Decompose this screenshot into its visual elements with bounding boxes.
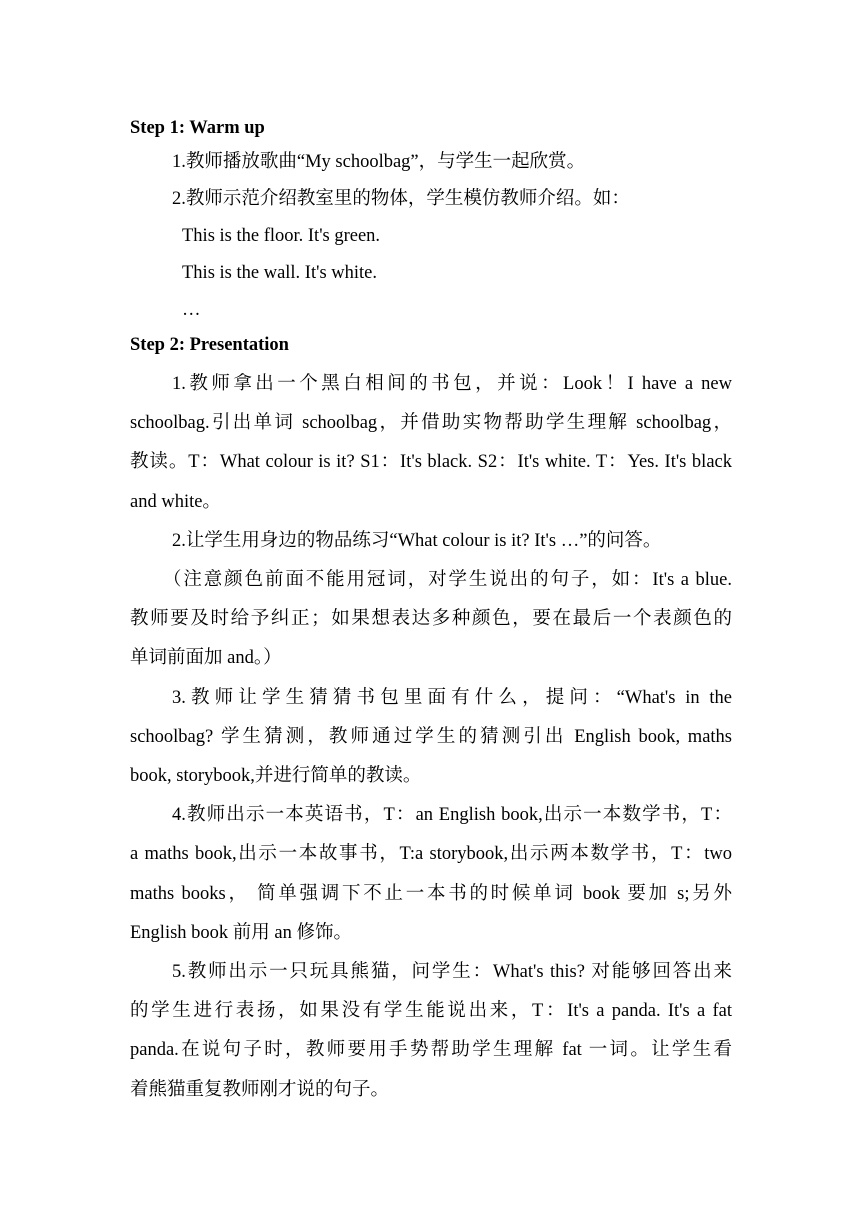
paragraph-line: 1.教师拿出一个黑白相间的书包，并说：Look！I have a new	[172, 374, 732, 394]
step2-paragraph-2	[130, 522, 732, 561]
paragraph-line: 单词前面加 and。）	[130, 648, 282, 669]
step2-paragraph-1	[130, 365, 732, 522]
paragraph-line: schoolbag? 学生猜测，教师通过学生的猜测引出 English book, maths	[130, 726, 732, 747]
paragraph-line: 教师要及时给予纠正；如果想表达多种颜色，要在最后一个表颜色的	[130, 609, 732, 630]
paragraph-line: schoolbag.引出单词 schoolbag，并借助实物帮助学生理解 schoolbag，	[130, 413, 732, 434]
step2-paragraph-4	[130, 796, 732, 953]
step1-item-2: 2.教师示范介绍教室里的物体，学生模仿教师介绍。如：	[172, 189, 630, 209]
paragraph-line: a maths book,出示一本故事书，T:a storybook,出示两本数学书，T：two	[130, 844, 732, 865]
paragraph-line: book, storybook,并进行简单的教读。	[130, 766, 422, 787]
step2-paragraph-5	[130, 953, 732, 1110]
example-sentence-1: This is the floor. It's green.	[182, 226, 381, 246]
step1-item-1: 1.教师播放歌曲“My schoolbag”，与学生一起欣赏。	[172, 152, 586, 172]
example-sentence-2: This is the wall. It's white.	[182, 263, 377, 283]
paragraph-line: 5.教师出示一只玩具熊猫，问学生：What's this? 对能够回答出来	[172, 962, 732, 983]
paragraph-line: 2.让学生用身边的物品练习“What colour is it? It's …”的问答。	[172, 530, 662, 551]
paragraph-line: 4.教师出示一本英语书，T：an English book,出示一本数学书，T：	[172, 805, 732, 826]
paragraph-line: maths books， 简单强调下不止一本书的时候单词 book 要加 s;另外	[130, 883, 732, 904]
paragraph-line: 3.教师让学生猜猜书包里面有什么，提问：“What's in the	[172, 687, 732, 708]
paragraph-line: 的学生进行表扬，如果没有学生能说出来，T：It's a panda. It's a fat	[130, 1001, 732, 1022]
step2-paragraph-3	[130, 679, 732, 797]
document-page	[130, 114, 732, 1110]
paragraph-line: English book 前用 an 修饰。	[130, 922, 352, 943]
paragraph-line: panda.在说句子时，教师要用手势帮助学生理解 fat 一词。让学生看	[130, 1040, 732, 1061]
step2-heading: Step 2: Presentation	[130, 335, 289, 355]
paragraph-line: 教读。T：What colour is it? S1：It's black. S2：It's white. T：Yes. It's black	[130, 452, 732, 473]
example-ellipsis: …	[182, 300, 201, 320]
step1-heading: Step 1: Warm up	[130, 118, 265, 138]
paragraph-line: 着熊猫重复教师刚才说的句子。	[130, 1079, 390, 1100]
paragraph-line: （注意颜色前面不能用冠词，对学生说出的句子，如：It's a blue.	[163, 570, 732, 591]
step2-note-paragraph	[130, 561, 732, 679]
paragraph-line: and white。	[130, 491, 221, 512]
